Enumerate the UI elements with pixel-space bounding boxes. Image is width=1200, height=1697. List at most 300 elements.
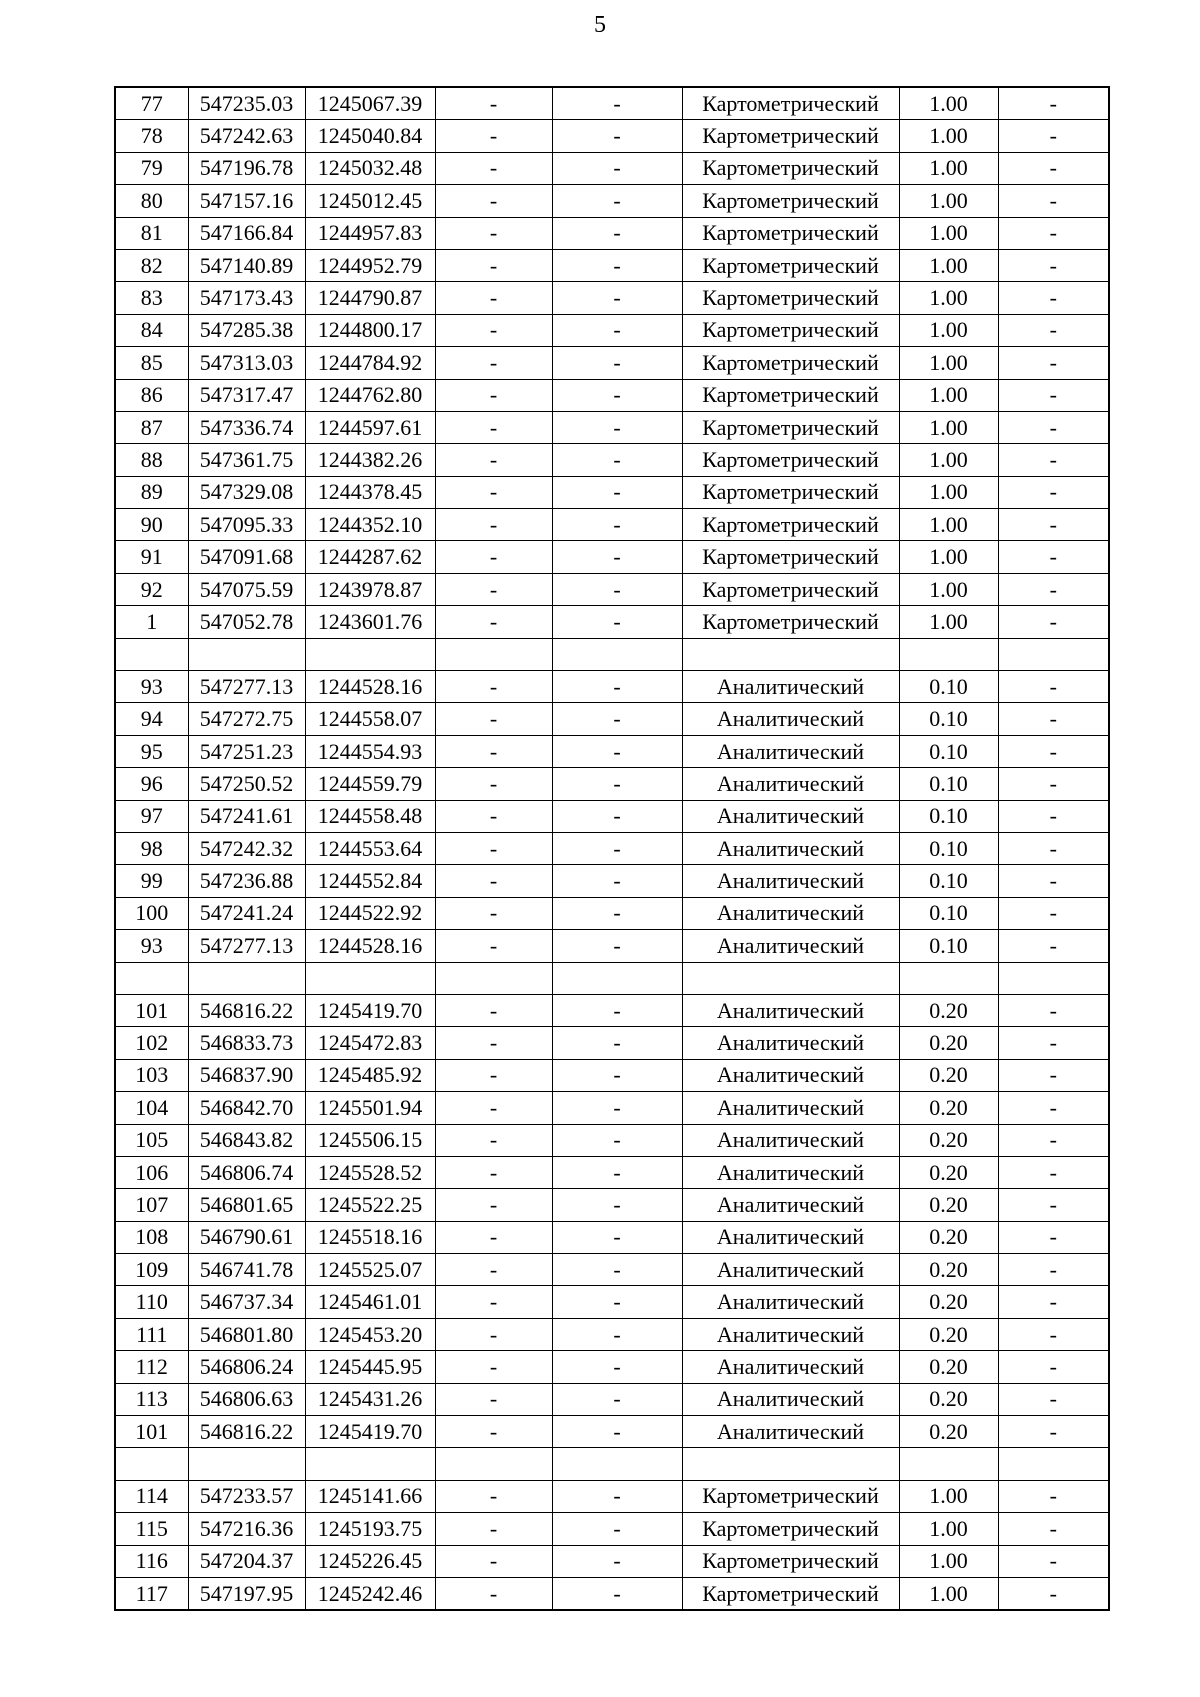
separator-row <box>115 638 1109 670</box>
cell-x-coordinate: 547241.24 <box>188 897 305 929</box>
cell-col-8: - <box>998 606 1109 638</box>
cell-y-coordinate: 1244382.26 <box>305 444 435 476</box>
cell-y-coordinate: 1244352.10 <box>305 509 435 541</box>
cell-x-coordinate: 547336.74 <box>188 411 305 443</box>
cell-col-8: - <box>998 573 1109 605</box>
cell-col-4: - <box>435 832 552 864</box>
cell-method: Аналитический <box>682 1318 899 1350</box>
table-row <box>115 1156 1109 1188</box>
cell-col-5: - <box>552 671 682 703</box>
cell-accuracy: 1.00 <box>899 185 998 217</box>
cell-col-8: - <box>998 994 1109 1026</box>
cell-col-5: - <box>552 379 682 411</box>
cell-x-coordinate: 547277.13 <box>188 930 305 962</box>
cell-col-5 <box>552 638 682 670</box>
cell-col-5: - <box>552 573 682 605</box>
cell-x-coordinate: 546816.22 <box>188 994 305 1026</box>
cell-y-coordinate: 1244952.79 <box>305 249 435 281</box>
cell-col-4 <box>435 1448 552 1480</box>
cell-accuracy: 1.00 <box>899 282 998 314</box>
cell-point-number <box>115 962 188 994</box>
cell-col-4: - <box>435 671 552 703</box>
cell-col-5: - <box>552 930 682 962</box>
cell-col-4: - <box>435 347 552 379</box>
cell-col-4: - <box>435 930 552 962</box>
cell-y-coordinate: 1244378.45 <box>305 476 435 508</box>
cell-point-number: 108 <box>115 1221 188 1253</box>
cell-col-5: - <box>552 897 682 929</box>
cell-point-number: 1 <box>115 606 188 638</box>
table-row <box>115 832 1109 864</box>
cell-method: Аналитический <box>682 703 899 735</box>
cell-y-coordinate: 1245141.66 <box>305 1480 435 1512</box>
cell-x-coordinate: 547204.37 <box>188 1545 305 1577</box>
cell-col-4: - <box>435 703 552 735</box>
table-row <box>115 1254 1109 1286</box>
cell-y-coordinate: 1245067.39 <box>305 87 435 120</box>
cell-col-5: - <box>552 217 682 249</box>
cell-col-4: - <box>435 1286 552 1318</box>
cell-x-coordinate: 547216.36 <box>188 1513 305 1545</box>
table-row <box>115 152 1109 184</box>
cell-accuracy: 0.20 <box>899 1416 998 1448</box>
cell-col-4 <box>435 962 552 994</box>
cell-col-4: - <box>435 476 552 508</box>
cell-y-coordinate <box>305 638 435 670</box>
cell-y-coordinate: 1244522.92 <box>305 897 435 929</box>
cell-col-5: - <box>552 249 682 281</box>
cell-y-coordinate: 1245032.48 <box>305 152 435 184</box>
cell-y-coordinate: 1245445.95 <box>305 1351 435 1383</box>
cell-accuracy: 0.10 <box>899 897 998 929</box>
cell-accuracy: 1.00 <box>899 1513 998 1545</box>
cell-col-5: - <box>552 1189 682 1221</box>
cell-y-coordinate: 1245518.16 <box>305 1221 435 1253</box>
cell-col-5: - <box>552 865 682 897</box>
cell-method: Аналитический <box>682 1221 899 1253</box>
cell-col-5: - <box>552 314 682 346</box>
cell-method: Картометрический <box>682 152 899 184</box>
cell-col-4: - <box>435 1124 552 1156</box>
coordinates-table-body <box>115 87 1109 1610</box>
cell-col-5: - <box>552 185 682 217</box>
cell-x-coordinate: 547140.89 <box>188 249 305 281</box>
cell-y-coordinate: 1243978.87 <box>305 573 435 605</box>
cell-col-5: - <box>552 1027 682 1059</box>
cell-col-5: - <box>552 1383 682 1415</box>
cell-x-coordinate: 547091.68 <box>188 541 305 573</box>
cell-y-coordinate: 1244558.07 <box>305 703 435 735</box>
table-row <box>115 87 1109 120</box>
cell-col-4: - <box>435 1383 552 1415</box>
cell-y-coordinate <box>305 1448 435 1480</box>
cell-x-coordinate: 547277.13 <box>188 671 305 703</box>
cell-y-coordinate: 1244558.48 <box>305 800 435 832</box>
cell-col-5: - <box>552 1545 682 1577</box>
cell-col-4: - <box>435 1416 552 1448</box>
cell-x-coordinate: 546801.65 <box>188 1189 305 1221</box>
cell-point-number: 89 <box>115 476 188 508</box>
cell-col-5: - <box>552 1416 682 1448</box>
cell-col-4: - <box>435 994 552 1026</box>
table-row <box>115 606 1109 638</box>
cell-point-number: 102 <box>115 1027 188 1059</box>
cell-col-4: - <box>435 768 552 800</box>
cell-accuracy: 0.10 <box>899 832 998 864</box>
cell-col-8: - <box>998 703 1109 735</box>
cell-y-coordinate: 1245012.45 <box>305 185 435 217</box>
cell-point-number: 103 <box>115 1059 188 1091</box>
cell-point-number: 110 <box>115 1286 188 1318</box>
cell-col-5: - <box>552 282 682 314</box>
cell-col-8: - <box>998 1545 1109 1577</box>
cell-method: Аналитический <box>682 994 899 1026</box>
cell-accuracy: 0.10 <box>899 865 998 897</box>
cell-method <box>682 1448 899 1480</box>
cell-accuracy: 1.00 <box>899 249 998 281</box>
cell-point-number: 112 <box>115 1351 188 1383</box>
cell-method: Аналитический <box>682 1124 899 1156</box>
cell-col-5: - <box>552 87 682 120</box>
cell-accuracy: 0.10 <box>899 930 998 962</box>
cell-method: Аналитический <box>682 930 899 962</box>
cell-col-4: - <box>435 185 552 217</box>
cell-col-5: - <box>552 800 682 832</box>
cell-method: Картометрический <box>682 347 899 379</box>
separator-row <box>115 1448 1109 1480</box>
cell-accuracy: 0.20 <box>899 1156 998 1188</box>
cell-accuracy: 0.20 <box>899 1059 998 1091</box>
cell-accuracy: 0.10 <box>899 768 998 800</box>
cell-y-coordinate: 1245453.20 <box>305 1318 435 1350</box>
cell-y-coordinate: 1245419.70 <box>305 1416 435 1448</box>
cell-col-4: - <box>435 573 552 605</box>
cell-x-coordinate: 547235.03 <box>188 87 305 120</box>
cell-col-5: - <box>552 1254 682 1286</box>
cell-method: Аналитический <box>682 1027 899 1059</box>
cell-point-number: 106 <box>115 1156 188 1188</box>
cell-y-coordinate: 1244554.93 <box>305 735 435 767</box>
cell-x-coordinate: 546843.82 <box>188 1124 305 1156</box>
table-row <box>115 379 1109 411</box>
cell-point-number: 91 <box>115 541 188 573</box>
cell-x-coordinate: 546806.74 <box>188 1156 305 1188</box>
cell-method: Картометрический <box>682 87 899 120</box>
table-row <box>115 1027 1109 1059</box>
cell-accuracy: 0.20 <box>899 1286 998 1318</box>
cell-y-coordinate: 1244528.16 <box>305 671 435 703</box>
cell-point-number: 104 <box>115 1092 188 1124</box>
cell-point-number: 92 <box>115 573 188 605</box>
table-row <box>115 1416 1109 1448</box>
cell-x-coordinate: 547236.88 <box>188 865 305 897</box>
cell-col-8: - <box>998 185 1109 217</box>
cell-method: Аналитический <box>682 1189 899 1221</box>
cell-method: Аналитический <box>682 1286 899 1318</box>
cell-accuracy: 0.20 <box>899 1092 998 1124</box>
cell-x-coordinate: 547095.33 <box>188 509 305 541</box>
cell-col-4: - <box>435 120 552 152</box>
cell-x-coordinate: 547197.95 <box>188 1577 305 1610</box>
cell-y-coordinate: 1245040.84 <box>305 120 435 152</box>
table-row <box>115 1124 1109 1156</box>
cell-method: Картометрический <box>682 1545 899 1577</box>
cell-accuracy: 0.20 <box>899 1383 998 1415</box>
cell-accuracy: 1.00 <box>899 314 998 346</box>
cell-y-coordinate: 1244287.62 <box>305 541 435 573</box>
cell-method: Аналитический <box>682 671 899 703</box>
cell-x-coordinate: 547313.03 <box>188 347 305 379</box>
cell-x-coordinate: 546833.73 <box>188 1027 305 1059</box>
cell-col-8: - <box>998 282 1109 314</box>
cell-accuracy: 0.20 <box>899 1254 998 1286</box>
cell-col-8: - <box>998 1513 1109 1545</box>
cell-y-coordinate: 1244957.83 <box>305 217 435 249</box>
cell-method: Картометрический <box>682 1577 899 1610</box>
cell-col-5: - <box>552 1092 682 1124</box>
cell-point-number: 80 <box>115 185 188 217</box>
cell-point-number: 100 <box>115 897 188 929</box>
cell-x-coordinate: 546816.22 <box>188 1416 305 1448</box>
cell-x-coordinate: 546806.24 <box>188 1351 305 1383</box>
cell-col-5: - <box>552 1577 682 1610</box>
cell-col-8: - <box>998 411 1109 443</box>
cell-method: Аналитический <box>682 1156 899 1188</box>
separator-row <box>115 962 1109 994</box>
table-row <box>115 1383 1109 1415</box>
cell-point-number: 107 <box>115 1189 188 1221</box>
cell-point-number: 113 <box>115 1383 188 1415</box>
cell-accuracy: 1.00 <box>899 1545 998 1577</box>
table-row <box>115 347 1109 379</box>
cell-point-number: 78 <box>115 120 188 152</box>
cell-method: Картометрический <box>682 444 899 476</box>
cell-accuracy: 1.00 <box>899 444 998 476</box>
cell-col-8: - <box>998 87 1109 120</box>
cell-point-number: 93 <box>115 671 188 703</box>
cell-point-number: 93 <box>115 930 188 962</box>
cell-col-5: - <box>552 347 682 379</box>
table-row <box>115 541 1109 573</box>
table-row <box>115 185 1109 217</box>
cell-point-number: 85 <box>115 347 188 379</box>
cell-accuracy: 0.20 <box>899 1124 998 1156</box>
cell-x-coordinate: 547173.43 <box>188 282 305 314</box>
cell-y-coordinate: 1245226.45 <box>305 1545 435 1577</box>
table-row <box>115 930 1109 962</box>
cell-col-4: - <box>435 282 552 314</box>
cell-col-8: - <box>998 379 1109 411</box>
cell-accuracy: 0.20 <box>899 1221 998 1253</box>
cell-x-coordinate: 547251.23 <box>188 735 305 767</box>
table-row <box>115 1545 1109 1577</box>
cell-method: Аналитический <box>682 800 899 832</box>
cell-accuracy: 1.00 <box>899 120 998 152</box>
cell-col-5: - <box>552 444 682 476</box>
cell-y-coordinate: 1243601.76 <box>305 606 435 638</box>
table-row <box>115 735 1109 767</box>
cell-accuracy: 0.10 <box>899 800 998 832</box>
cell-col-8: - <box>998 1480 1109 1512</box>
cell-y-coordinate: 1245485.92 <box>305 1059 435 1091</box>
cell-col-8: - <box>998 832 1109 864</box>
cell-col-8: - <box>998 1416 1109 1448</box>
cell-accuracy <box>899 962 998 994</box>
cell-point-number: 79 <box>115 152 188 184</box>
cell-col-4: - <box>435 1254 552 1286</box>
cell-method: Картометрический <box>682 379 899 411</box>
cell-method: Аналитический <box>682 735 899 767</box>
cell-col-5: - <box>552 1351 682 1383</box>
cell-col-8: - <box>998 509 1109 541</box>
cell-method: Аналитический <box>682 1416 899 1448</box>
cell-accuracy: 1.00 <box>899 411 998 443</box>
cell-method: Аналитический <box>682 1092 899 1124</box>
cell-col-4: - <box>435 509 552 541</box>
table-row <box>115 1351 1109 1383</box>
cell-method: Картометрический <box>682 282 899 314</box>
table-row <box>115 671 1109 703</box>
cell-point-number: 86 <box>115 379 188 411</box>
cell-point-number: 83 <box>115 282 188 314</box>
cell-col-5: - <box>552 703 682 735</box>
cell-accuracy: 1.00 <box>899 87 998 120</box>
cell-accuracy: 1.00 <box>899 573 998 605</box>
cell-col-5: - <box>552 994 682 1026</box>
cell-method: Картометрический <box>682 314 899 346</box>
cell-accuracy: 0.20 <box>899 1189 998 1221</box>
cell-x-coordinate: 547329.08 <box>188 476 305 508</box>
cell-col-4: - <box>435 800 552 832</box>
cell-col-5: - <box>552 768 682 800</box>
cell-col-8: - <box>998 800 1109 832</box>
cell-y-coordinate: 1244597.61 <box>305 411 435 443</box>
cell-method <box>682 962 899 994</box>
table-row <box>115 768 1109 800</box>
cell-accuracy: 0.20 <box>899 1351 998 1383</box>
table-row <box>115 1480 1109 1512</box>
cell-accuracy: 1.00 <box>899 476 998 508</box>
cell-x-coordinate: 547285.38 <box>188 314 305 346</box>
cell-col-5 <box>552 1448 682 1480</box>
table-row <box>115 865 1109 897</box>
cell-col-4: - <box>435 1351 552 1383</box>
cell-method: Картометрический <box>682 249 899 281</box>
table-row <box>115 1092 1109 1124</box>
cell-point-number: 101 <box>115 1416 188 1448</box>
cell-point-number: 97 <box>115 800 188 832</box>
cell-point-number: 88 <box>115 444 188 476</box>
cell-col-4: - <box>435 1092 552 1124</box>
table-row <box>115 994 1109 1026</box>
cell-method: Картометрический <box>682 120 899 152</box>
cell-accuracy: 1.00 <box>899 606 998 638</box>
cell-point-number: 98 <box>115 832 188 864</box>
cell-col-8: - <box>998 1027 1109 1059</box>
cell-col-5: - <box>552 509 682 541</box>
table-row <box>115 282 1109 314</box>
cell-point-number: 114 <box>115 1480 188 1512</box>
cell-x-coordinate: 547361.75 <box>188 444 305 476</box>
cell-x-coordinate: 546801.80 <box>188 1318 305 1350</box>
cell-col-4: - <box>435 87 552 120</box>
cell-point-number: 101 <box>115 994 188 1026</box>
cell-col-5: - <box>552 1513 682 1545</box>
cell-col-8: - <box>998 120 1109 152</box>
cell-method: Картометрический <box>682 573 899 605</box>
cell-col-4: - <box>435 1545 552 1577</box>
cell-col-5: - <box>552 606 682 638</box>
cell-point-number: 87 <box>115 411 188 443</box>
cell-col-5: - <box>552 411 682 443</box>
table-row <box>115 249 1109 281</box>
cell-x-coordinate: 546741.78 <box>188 1254 305 1286</box>
cell-col-8: - <box>998 1189 1109 1221</box>
cell-method: Картометрический <box>682 476 899 508</box>
cell-col-4: - <box>435 735 552 767</box>
cell-col-8: - <box>998 735 1109 767</box>
cell-accuracy: 1.00 <box>899 541 998 573</box>
table-row <box>115 1189 1109 1221</box>
cell-accuracy: 1.00 <box>899 379 998 411</box>
cell-y-coordinate: 1245506.15 <box>305 1124 435 1156</box>
cell-col-8: - <box>998 1318 1109 1350</box>
cell-y-coordinate: 1244800.17 <box>305 314 435 346</box>
cell-col-5: - <box>552 541 682 573</box>
cell-col-4: - <box>435 411 552 443</box>
cell-col-8: - <box>998 476 1109 508</box>
cell-col-8: - <box>998 1286 1109 1318</box>
cell-method: Картометрический <box>682 606 899 638</box>
cell-y-coordinate: 1245472.83 <box>305 1027 435 1059</box>
cell-col-8: - <box>998 1092 1109 1124</box>
cell-col-4 <box>435 638 552 670</box>
cell-col-8: - <box>998 444 1109 476</box>
cell-col-4: - <box>435 379 552 411</box>
cell-y-coordinate: 1245528.52 <box>305 1156 435 1188</box>
cell-accuracy: 0.20 <box>899 994 998 1026</box>
cell-point-number: 81 <box>115 217 188 249</box>
cell-accuracy: 0.20 <box>899 1318 998 1350</box>
cell-point-number: 84 <box>115 314 188 346</box>
cell-col-8: - <box>998 152 1109 184</box>
cell-point-number: 116 <box>115 1545 188 1577</box>
cell-x-coordinate <box>188 638 305 670</box>
cell-col-5: - <box>552 1059 682 1091</box>
cell-col-4: - <box>435 1059 552 1091</box>
cell-y-coordinate: 1245419.70 <box>305 994 435 1026</box>
cell-accuracy: 1.00 <box>899 347 998 379</box>
cell-method: Картометрический <box>682 1513 899 1545</box>
cell-method: Аналитический <box>682 1059 899 1091</box>
cell-col-8 <box>998 962 1109 994</box>
cell-col-4: - <box>435 217 552 249</box>
cell-col-8: - <box>998 930 1109 962</box>
cell-accuracy: 1.00 <box>899 1577 998 1610</box>
cell-accuracy: 1.00 <box>899 509 998 541</box>
table-row <box>115 476 1109 508</box>
cell-col-8 <box>998 1448 1109 1480</box>
cell-col-8: - <box>998 1059 1109 1091</box>
cell-method: Аналитический <box>682 832 899 864</box>
cell-col-4: - <box>435 865 552 897</box>
cell-method: Аналитический <box>682 1351 899 1383</box>
cell-accuracy: 0.10 <box>899 735 998 767</box>
cell-x-coordinate: 547242.32 <box>188 832 305 864</box>
cell-method: Картометрический <box>682 411 899 443</box>
table-row <box>115 703 1109 735</box>
cell-x-coordinate: 547250.52 <box>188 768 305 800</box>
